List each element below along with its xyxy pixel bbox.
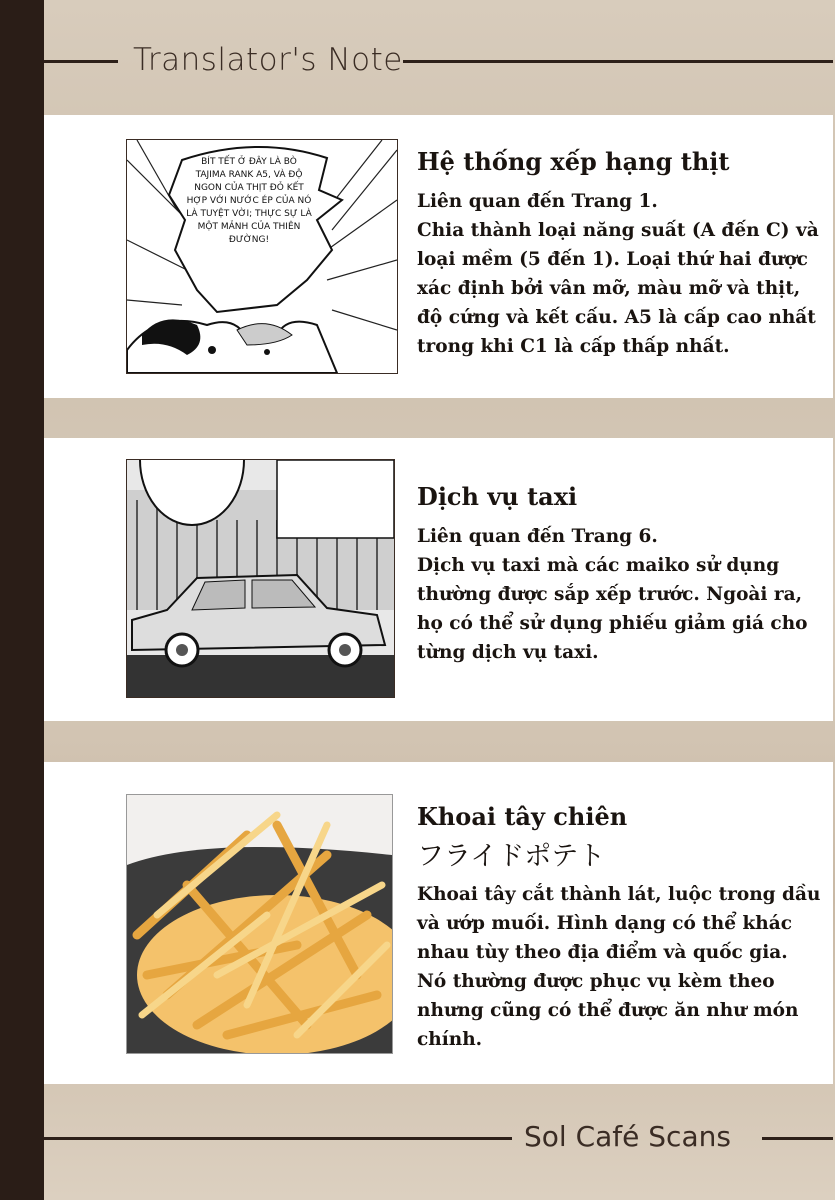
note-image-manga-speech (126, 139, 398, 374)
note-body: Liên quan đến Trang 6. Dịch vụ taxi mà các maiko sử dụng thường được sắp xếp trước. Ngoài ra, họ có thể sử dụng phiếu giảm giá cho từng dịch vụ taxi. (417, 526, 808, 663)
note-subtitle-japanese: フライドポテト (417, 841, 606, 872)
scanlation-credit: Sol Café Scans (524, 1120, 731, 1153)
speech-bubble-text: BÍT TẾT Ở ĐÂY LÀ BÒ TAJIMA RANK A5, VÀ ĐỘ NGON CỦA THỊT ĐỎ KẾT HỢP VỚI NƯỚC ÉP CỦA NÓ LÀ TUYỆT VỜI; THỰC SỰ LÀ MỘT MẢNH CỦA THIÊN ĐƯỜNG! (186, 157, 312, 245)
note-image-fries-photo (126, 794, 393, 1054)
french-fries-photo-icon (127, 795, 392, 1053)
note-card-taxi-service (44, 438, 833, 721)
header-rule-right (403, 60, 833, 63)
note-body: Khoai tây cắt thành lát, luộc trong dầu và ướp muối. Hình dạng có thể khác nhau tùy theo địa điểm và quốc gia. Nó thường được phục vụ kèm theo nhưng cũng có thể được ăn như món chính. (417, 884, 821, 1050)
page-title: Translator's Note (133, 42, 403, 78)
note-title: Hệ thống xếp hạng thịt (417, 147, 730, 176)
manga-panel-taxi-icon (127, 460, 394, 697)
note-image-manga-taxi (126, 459, 395, 698)
left-border-bar (0, 0, 44, 1200)
note-card-french-fries (44, 762, 833, 1084)
footer-rule-right (762, 1137, 833, 1140)
header-rule-left (44, 60, 118, 63)
footer-rule-left (44, 1137, 512, 1140)
note-body: Liên quan đến Trang 1. Chia thành loại năng suất (A đến C) và loại mềm (5 đến 1). Loại thứ hai được xác định bởi vân mỡ, màu mỡ và thịt, độ cứng và kết cấu. A5 là cấp cao nhất trong khi C1 là cấp thấp nhất. (417, 191, 819, 357)
note-title: Khoai tây chiên (417, 802, 628, 831)
note-card-meat-grading (44, 115, 833, 398)
note-title: Dịch vụ taxi (417, 482, 578, 511)
